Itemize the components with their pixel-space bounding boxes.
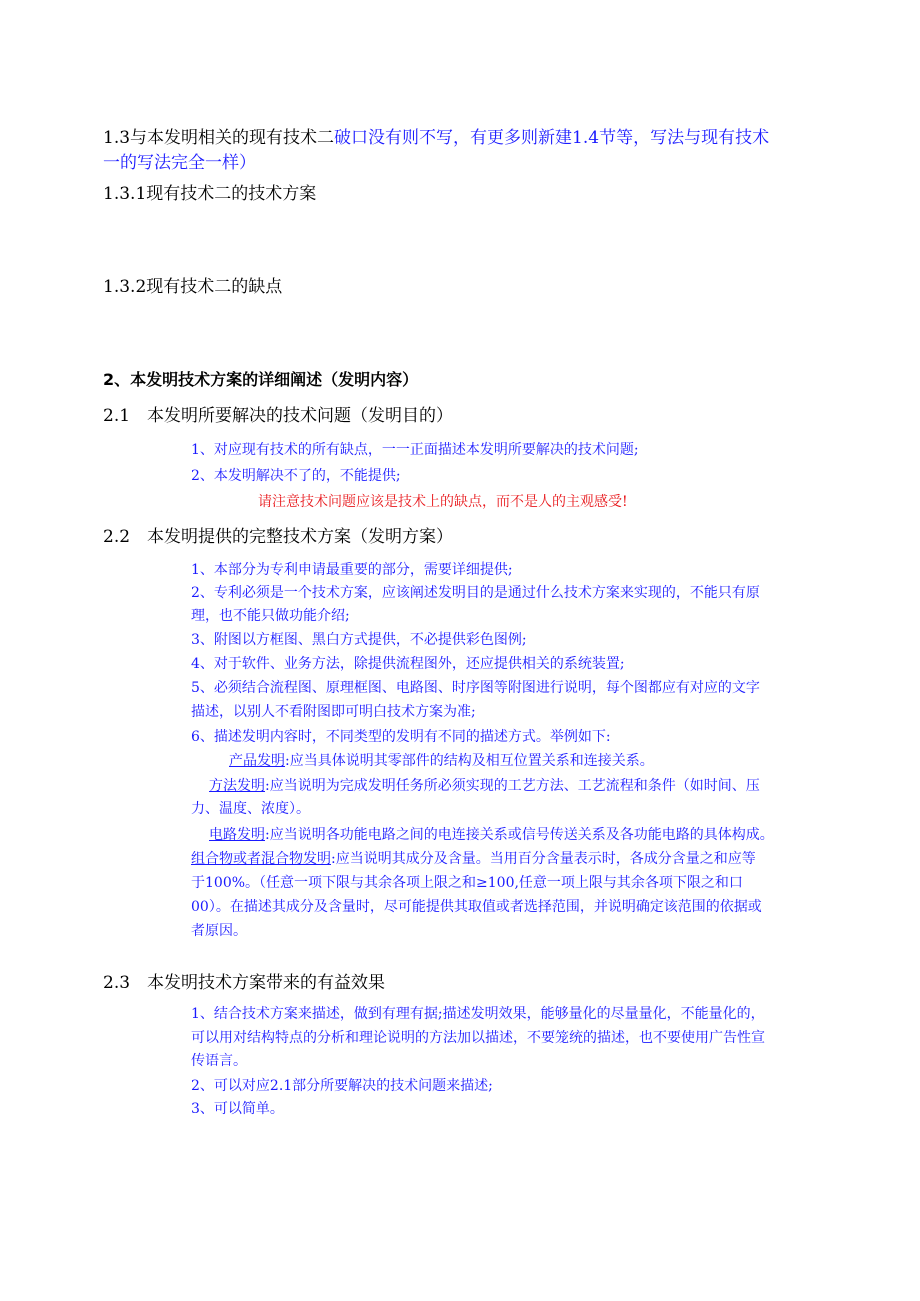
section-2-1-title: 2.1 本发明所要解决的技术问题（发明目的）: [103, 406, 454, 426]
section-1-3-heading: [103, 128, 769, 148]
section-2-2-line-1: 1、本部分为专利申请最重要的部分，需要详细提供;: [191, 562, 513, 578]
product-invention-line: [229, 753, 654, 770]
section-1-3-instruction-cont: 一的写法完全一样）: [103, 153, 256, 173]
section-2-1-item-2: 2、本发明解决不了的，不能提供;: [191, 468, 401, 484]
section-2-2-line-8: 6、描述发明内容时，不同类型的发明有不同的描述方式。举例如下:: [191, 729, 611, 745]
section-1-3-1-title: 1.3.1现有技术二的技术方案: [103, 184, 317, 204]
circuit-invention-label: 电路发明: [209, 827, 265, 843]
product-invention-label: 产品发明: [229, 753, 285, 769]
section-2-3-line-1: 1、结合技术方案来描述，做到有理有据;描述发明效果，能够量化的尽量量化，不能量化的，: [191, 1006, 765, 1022]
section-2-3-line-5: 3、可以简单。: [191, 1101, 284, 1117]
method-invention-text: :应当说明为完成发明任务所必须实现的工艺方法、工艺流程和条件（如时间、压: [265, 778, 760, 794]
section-1-3-title: 1.3与本发明相关的现有技术二: [103, 128, 335, 148]
circuit-invention-line: [209, 827, 774, 844]
section-2-3-title: 2.3 本发明技术方案带来的有益效果: [103, 973, 386, 993]
section-1-3-instruction: 破口没有则不写，有更多则新建1.4节等，写法与现有技术: [334, 128, 770, 148]
circuit-invention-text: :应当说明各功能电路之间的电连接关系或信号传送关系及各功能电路的具体构成。: [265, 827, 774, 843]
section-2-3-line-2: 可以用对结构特点的分析和理论说明的方法加以描述，不要笼统的描述，也不要使用广告性宣: [191, 1030, 765, 1046]
section-2-2-line-7: 描述，以别人不看附图即可明白技术方案为准;: [191, 704, 476, 720]
section-2-2-line-4: 3、附图以方框图、黑白方式提供，不必提供彩色图例;: [191, 632, 527, 648]
compound-invention-line: [191, 851, 756, 868]
section-2-3-line-3: 传语言。: [191, 1053, 247, 1069]
compound-line-3: 者原因。: [191, 923, 247, 939]
method-invention-label: 方法发明: [209, 778, 265, 794]
section-2-2-line-5: 4、对于软件、业务方法，除提供流程图外，还应提供相关的系统装置;: [191, 656, 625, 672]
compound-line-1: 于100%。（任意一项下限与其余各项上限之和≥100,任意一项上限与其余各项下限之和口: [191, 875, 743, 891]
section-2-1-item-1: 1、对应现有技术的所有缺点，一一正面描述本发明所要解决的技术问题;: [191, 442, 639, 458]
compound-invention-label: 组合物或者混合物发明: [191, 851, 331, 867]
section-2-2-title: 2.2 本发明提供的完整技术方案（发明方案）: [103, 527, 454, 547]
compound-invention-text: :应当说明其成分及含量。当用百分含量表示时，各成分含量之和应等: [331, 851, 756, 867]
method-invention-line: [209, 778, 760, 795]
section-2-2-line-6: 5、必须结合流程图、原理框图、电路图、时序图等附图进行说明，每个图都应有对应的文字: [191, 680, 760, 696]
section-1-3-2-title: 1.3.2现有技术二的缺点: [103, 277, 283, 297]
section-2-2-line-2: 2、专利必须是一个技术方案，应该阐述发明目的是通过什么技术方案来实现的，不能只有原: [191, 585, 760, 601]
section-2-3-line-4: 2、可以对应2.1部分所要解决的技术问题来描述;: [191, 1078, 493, 1094]
section-2-title: 2、本发明技术方案的详细阐述（发明内容）: [103, 370, 419, 389]
product-invention-text: :应当具体说明其零部件的结构及相互位置关系和连接关系。: [285, 753, 654, 769]
section-2-2-line-3: 理，也不能只做功能介绍;: [191, 608, 350, 624]
method-invention-line-2: 力、温度、浓度）。: [191, 801, 310, 817]
compound-line-2: 00）。在描述其成分及含量时，尽可能提供其取值或者选择范围，并说明确定该范围的依据或: [191, 899, 762, 915]
section-2-1-note: 请注意技术问题应该是技术上的缺点，而不是人的主观感受!: [258, 494, 628, 510]
